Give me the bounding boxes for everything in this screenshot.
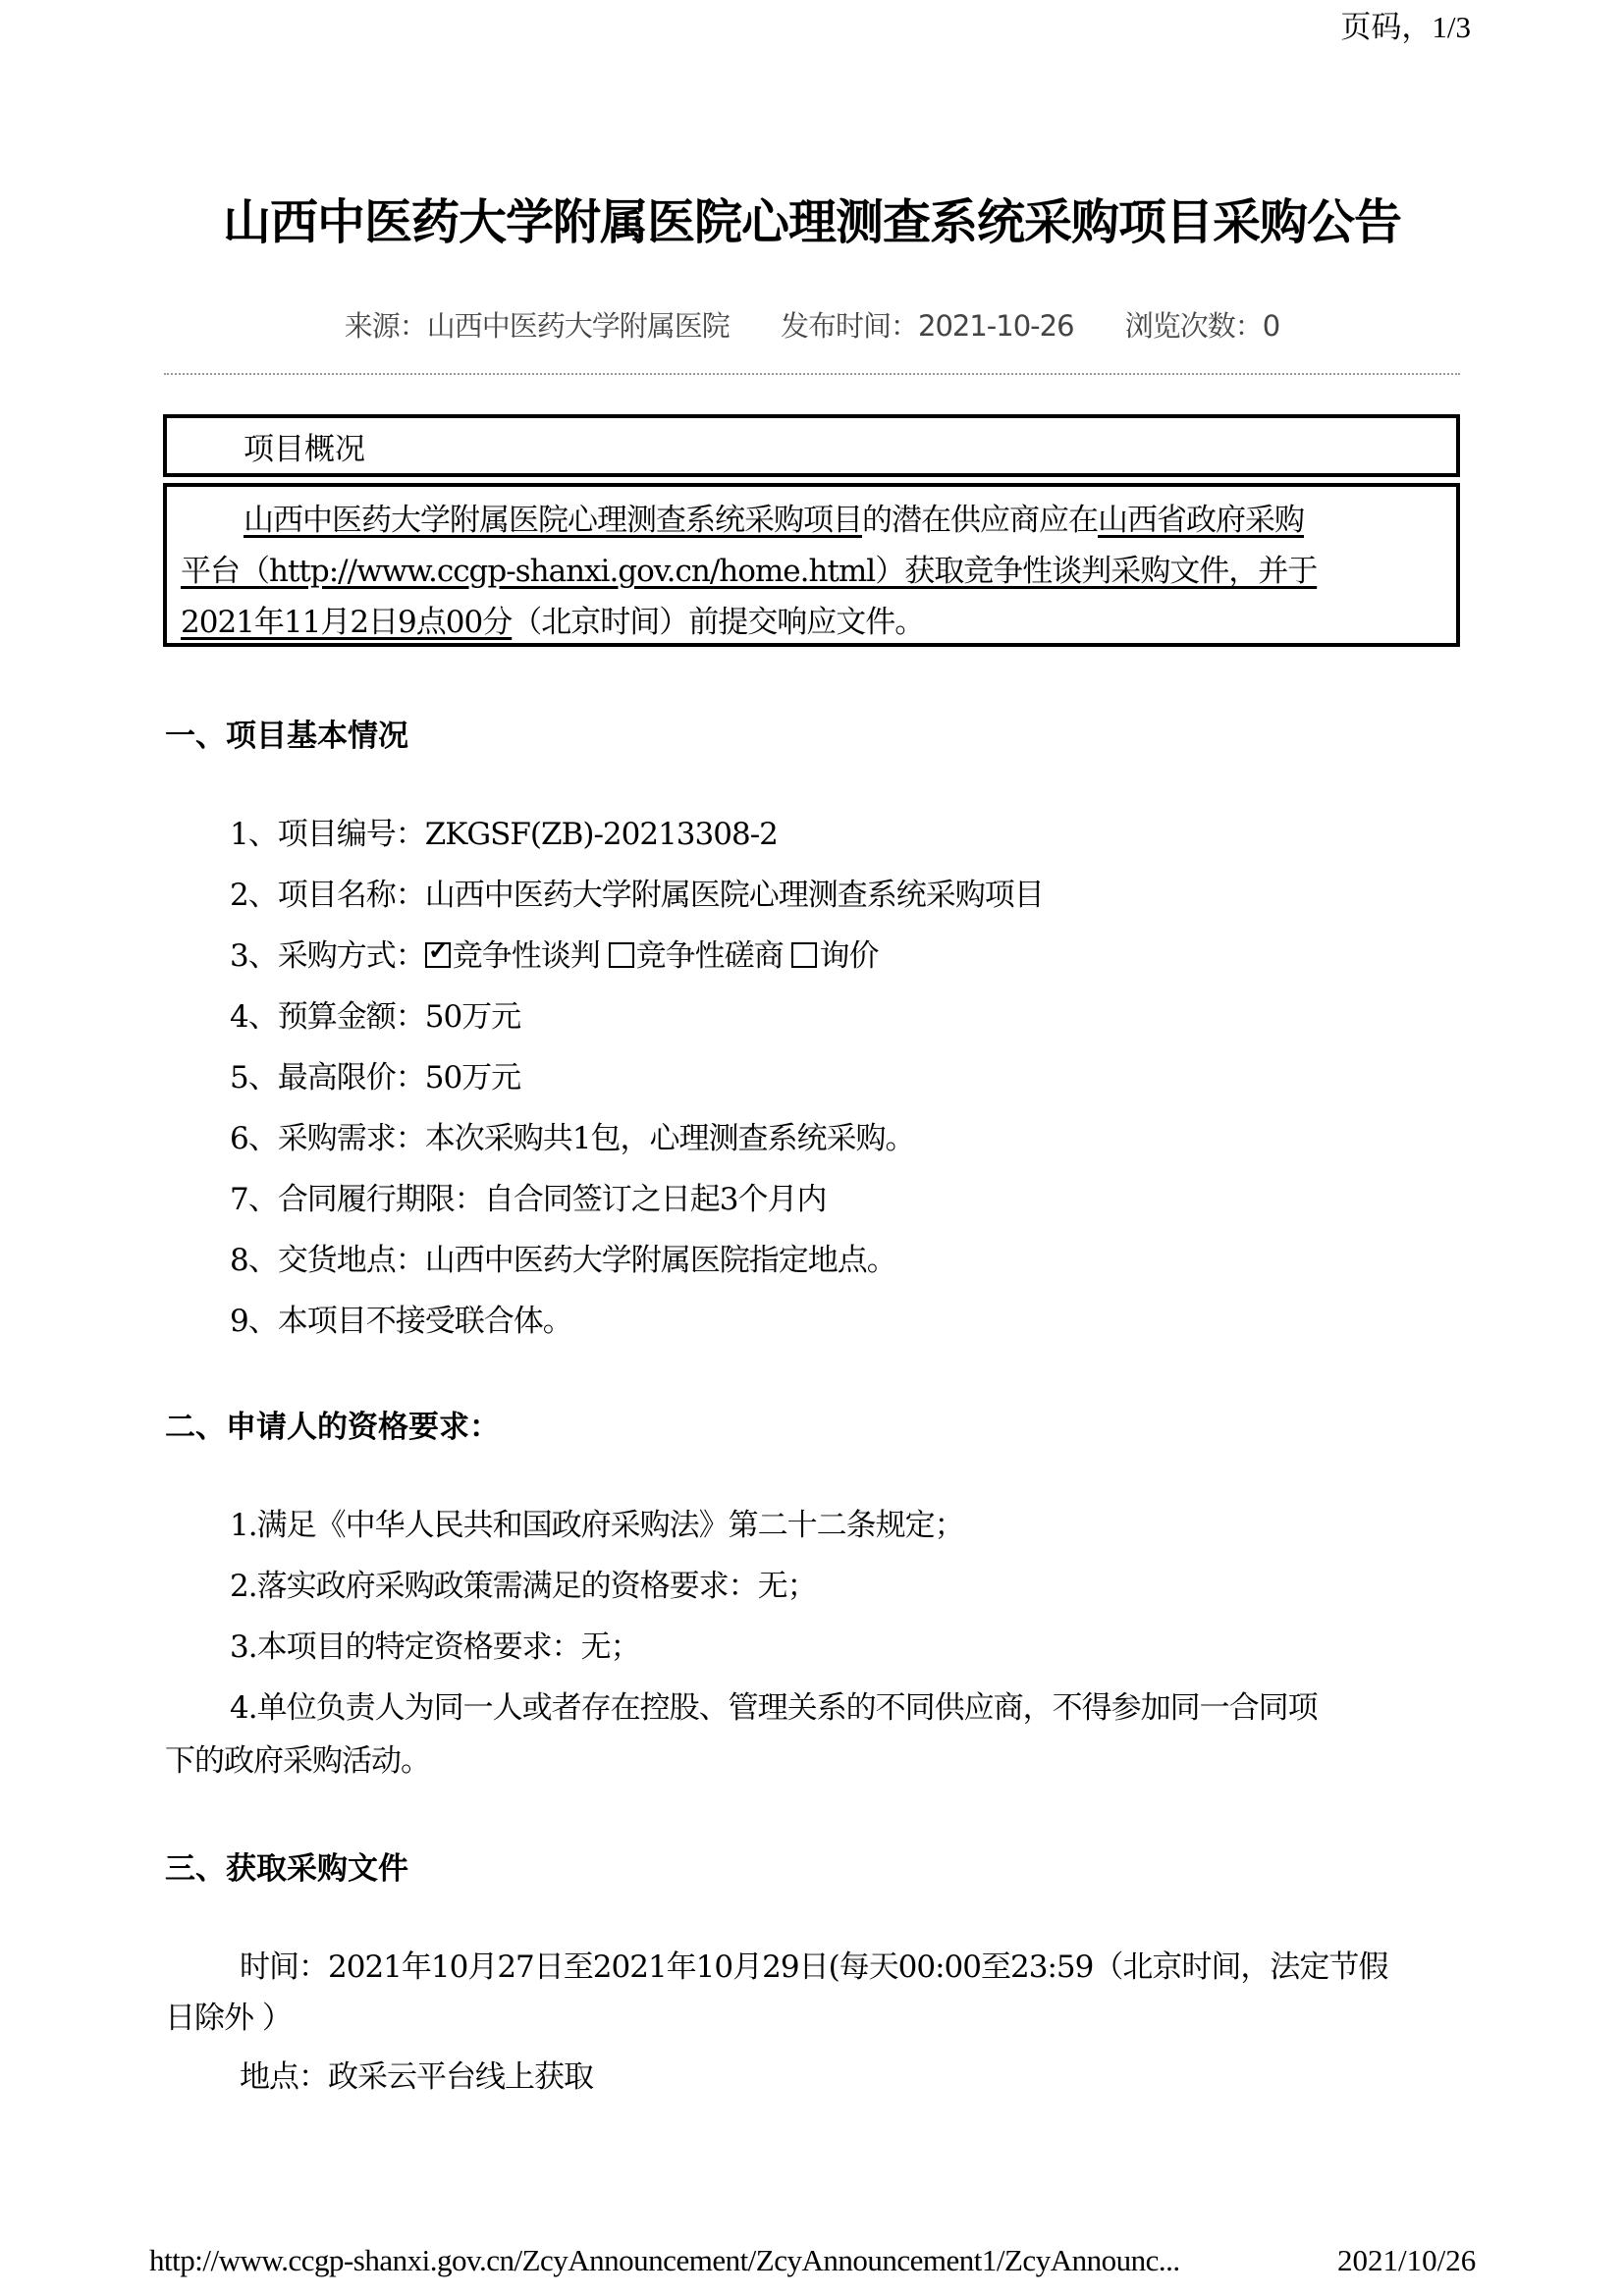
footer-date: 2021/10/26 [1337,2243,1477,2277]
section1-heading: 一、项目基本情况 [165,719,408,754]
dotted-divider [164,373,1460,375]
method-label: 3、采购方式： [230,938,425,974]
deadline-text: 2021年11月2日9点00分 [181,605,513,640]
section1-item: 6、采购需求：本次采购共1包，心理测查系统采购。 [230,1121,915,1156]
overview-line-1 [244,495,1304,539]
meta-publish-time: 发布时间：2021-10-26 [781,309,1074,343]
section1-item-method [230,931,878,975]
overview-content-box [163,483,1460,647]
overview-heading: 项目概况 [244,432,365,467]
section1-item: 7、合同履行期限：自合同签订之日起3个月内 [230,1182,827,1217]
section3-time-cont: 日除外 ） [165,2001,292,2036]
section1-item: 9、本项目不接受联合体。 [230,1304,572,1339]
section1-item: 2、项目名称：山西中医药大学附属医院心理测查系统采购项目 [230,878,1044,913]
page-number: 页码，1/3 [1340,10,1471,44]
method-option: 询价 [819,938,879,974]
overview-line-2[interactable]: 平台（http://www.ccgp-shanxi.gov.cn/home.html）获取竞争性谈判采购文件，并于 [181,554,1318,589]
meta-views: 浏览次数：0 [1124,309,1280,343]
section1-item: 5、最高限价：50万元 [230,1060,521,1095]
section3-place: 地点：政采云平台线上获取 [240,2059,593,2095]
checkbox-empty-icon [791,942,817,968]
section2-item-cont: 下的政府采购活动。 [165,1743,430,1779]
checkbox-empty-icon [609,942,634,968]
overview-line-3 [181,597,924,641]
section2-item: 1.满足《中华人民共和国政府采购法》第二十二条规定； [230,1508,964,1543]
meta-info [0,304,1624,345]
section3-heading: 三、获取采购文件 [165,1851,408,1887]
section2-heading: 二、申请人的资格要求： [165,1410,500,1445]
footer-url[interactable]: http://www.ccgp-shanxi.gov.cn/ZcyAnnouncement/ZcyAnnouncement1/ZcyAnnounc... [149,2243,1180,2277]
section2-item: 4.单位负责人为同一人或者存在控股、管理关系的不同供应商，不得参加同一合同项 [230,1690,1318,1726]
section3-time: 时间：2021年10月27日至2021年10月29日(每天00:00至23:59（北京时间，法定节假 [240,1949,1388,1985]
section1-item: 1、项目编号：ZKGSF(ZB)-20213308-2 [230,817,778,852]
checkbox-checked-icon [425,942,451,968]
section1-item: 4、预算金额：50万元 [230,999,521,1035]
method-option: 竞争性谈判 [452,938,600,974]
section1-item: 8、交货地点：山西中医药大学附属医院指定地点。 [230,1243,896,1278]
overview-text-end: （北京时间）前提交响应文件。 [512,605,925,640]
page-title: 山西中医药大学附属医院心理测查系统采购项目采购公告 [222,194,1401,250]
overview-text: 的潜在供应商应在 [862,503,1098,538]
platform-link[interactable]: 山西省政府采购 [1098,503,1304,538]
project-name-link: 山西中医药大学附属医院心理测查系统采购项目 [244,503,862,538]
overview-heading-box [163,414,1460,477]
method-option: 竞争性磋商 [635,938,784,974]
section2-item: 2.落实政府采购政策需满足的资格要求：无； [230,1569,817,1604]
meta-source: 来源：山西中医药大学附属医院 [344,309,730,343]
section2-item: 3.本项目的特定资格要求：无； [230,1629,640,1665]
